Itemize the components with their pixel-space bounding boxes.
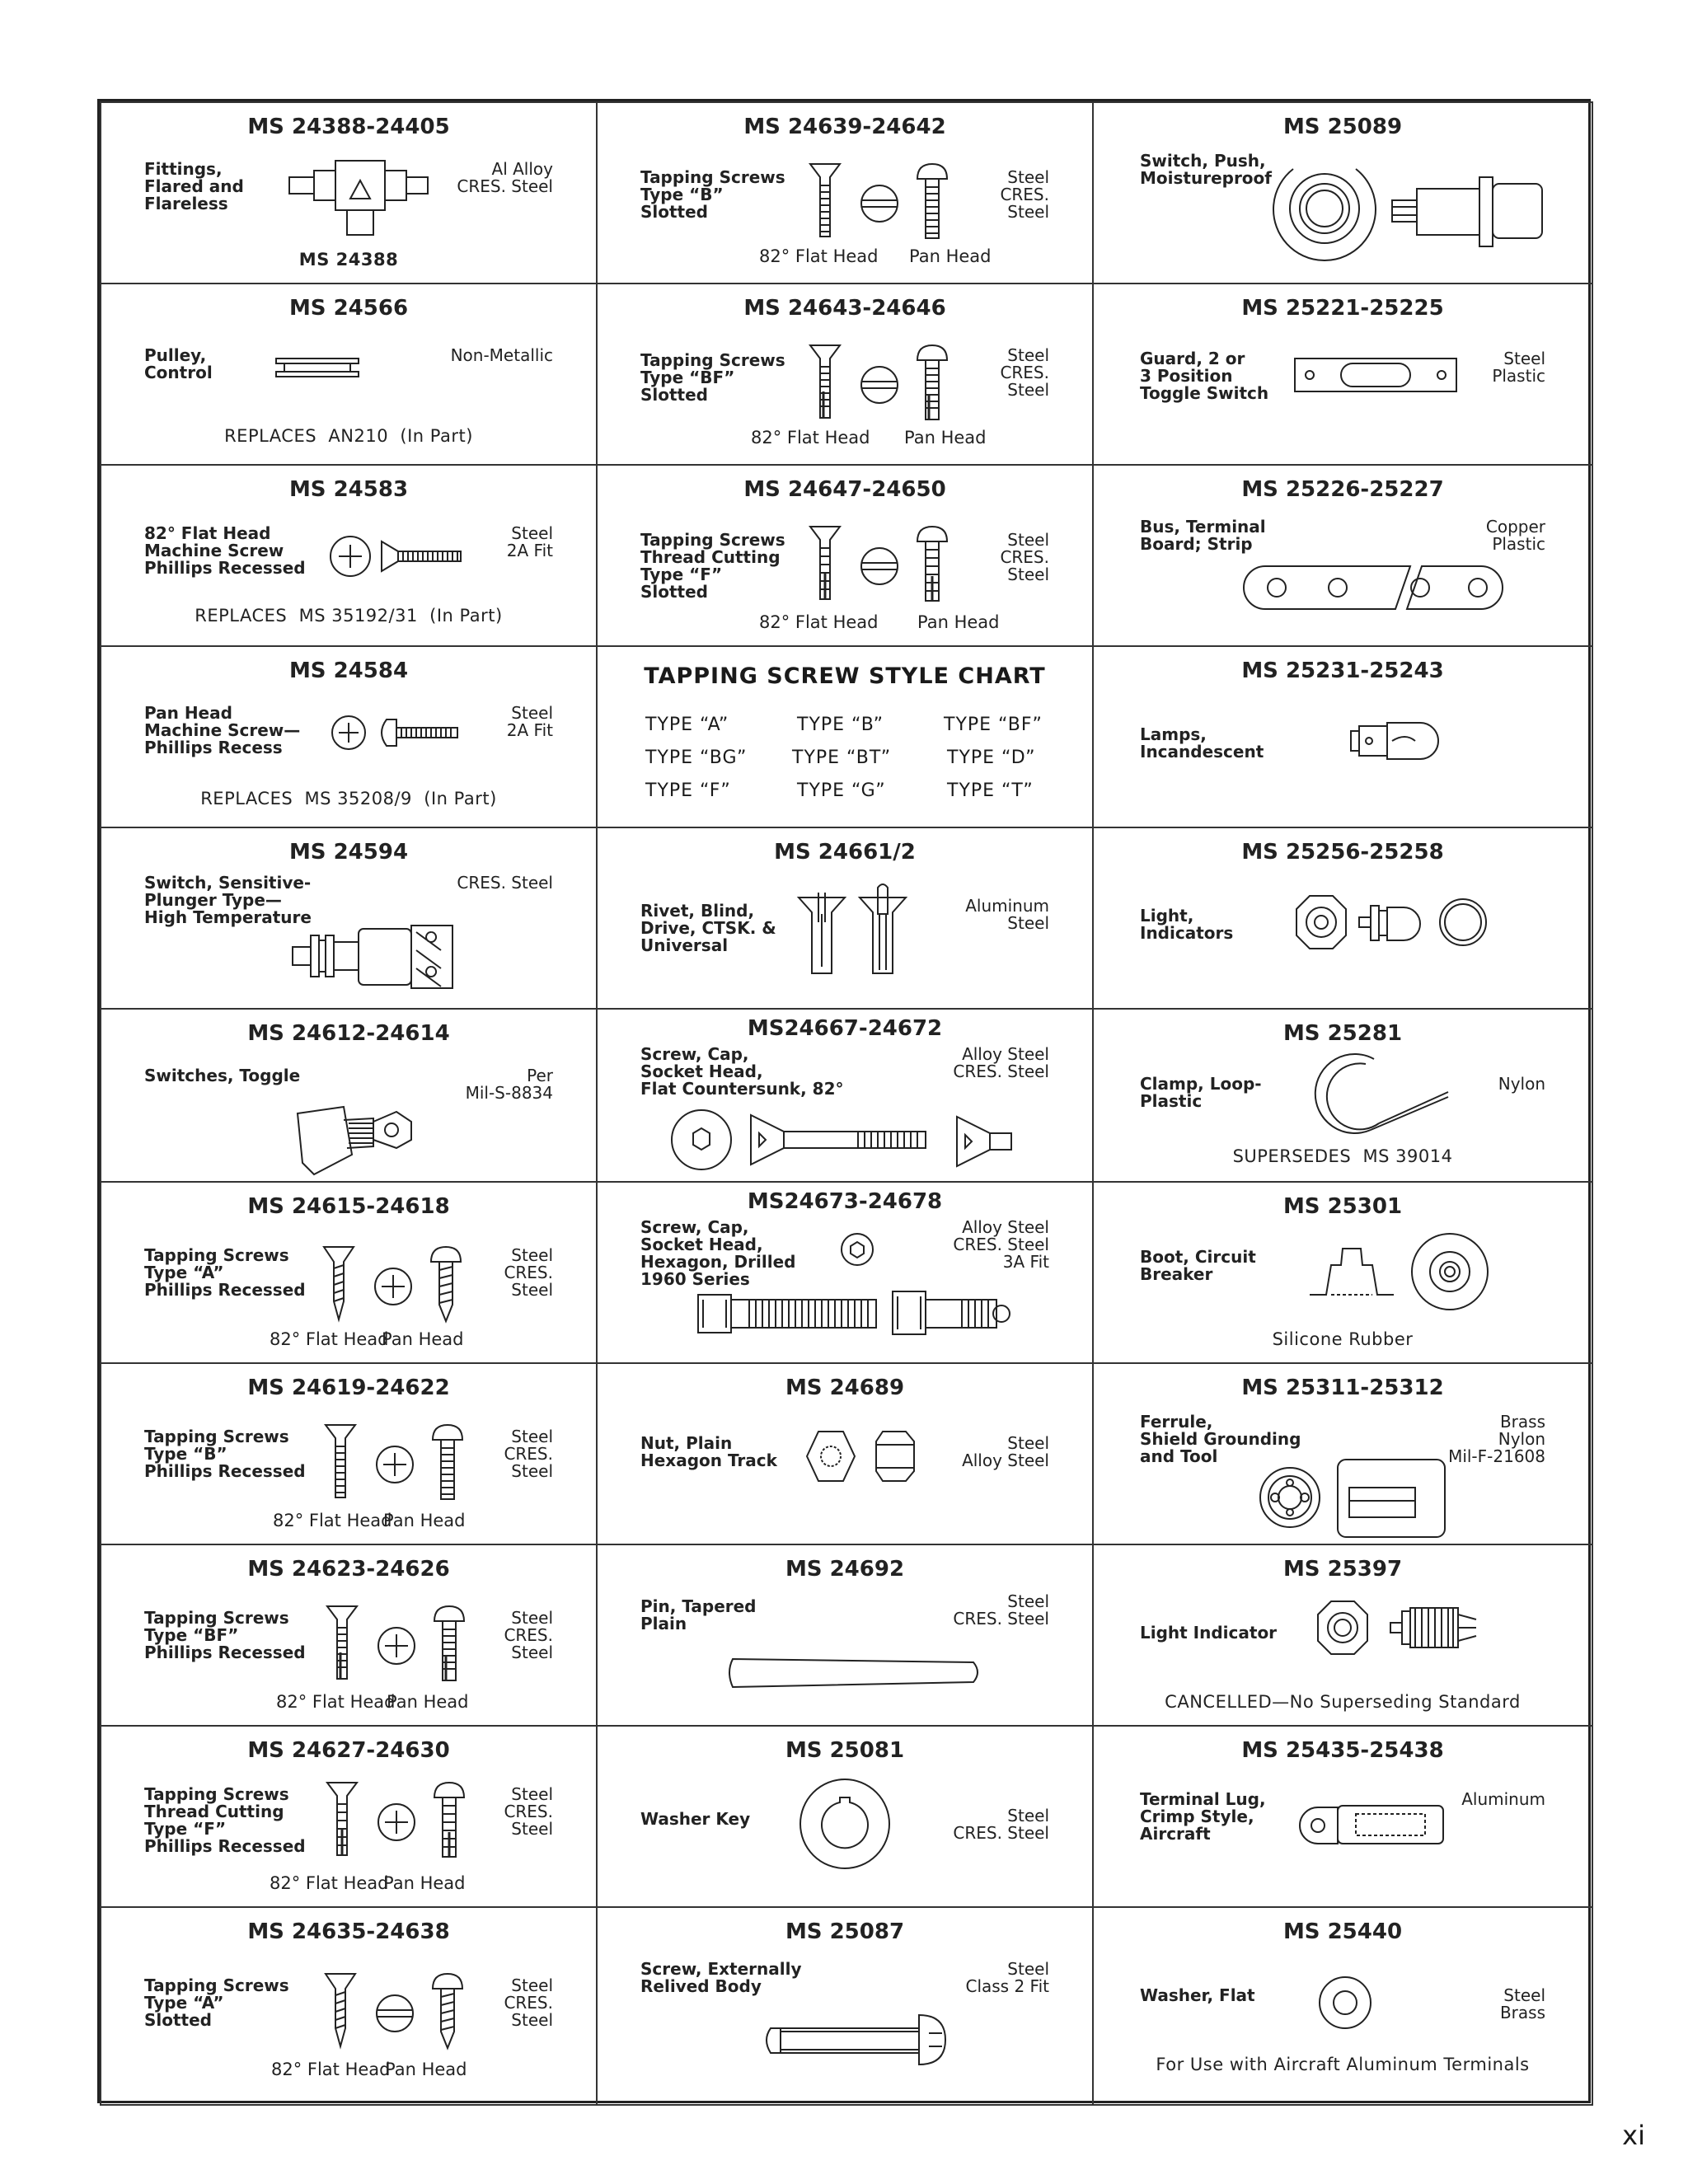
part-number: MS 25221-25225 [1241, 296, 1444, 321]
page-number: xi [1622, 2120, 1645, 2151]
pulley-figure [276, 354, 359, 382]
flat-head-label: 82° Flat Head [751, 428, 870, 448]
part-number: MS 24566 [288, 296, 409, 321]
part-number: MS 25081 [785, 1738, 905, 1763]
part-description: Clamp, Loop- Plastic [1140, 1074, 1262, 1111]
plunger-switch-figure [293, 917, 457, 993]
flat-head-label: 82° Flat Head [270, 1329, 389, 1349]
cell-ms24639 [596, 101, 1094, 284]
caption: REPLACES MS 35192/31 (In Part) [195, 606, 503, 626]
type-bf-slotted-figure [810, 342, 975, 424]
part-description: Screw, Cap, Socket Head, Hexagon, Drilled 1960 Series [640, 1217, 796, 1289]
part-number: MS 24689 [785, 1376, 905, 1400]
part-description: Light, Indicators [1140, 906, 1234, 943]
pan-head-label: Pan Head [383, 1511, 466, 1530]
hex-socket-head-figure [840, 1232, 874, 1267]
part-description: Tapping Screws Thread Cutting Type “F” Slotted [640, 530, 785, 602]
pan-head-label: Pan Head [385, 2060, 467, 2079]
cell-ms25256 [1092, 827, 1593, 1010]
part-number: MS 24615-24618 [247, 1194, 450, 1219]
pan-head-label: Pan Head [917, 612, 1000, 632]
part-material: Alloy Steel CRES. Steel 3A Fit [953, 1217, 1049, 1272]
part-number: MS 24612-24614 [247, 1021, 450, 1046]
cell-ms24692 [596, 1544, 1094, 1727]
part-number: MS24673-24678 [747, 1189, 943, 1214]
part-material: Steel Plastic [1492, 349, 1545, 386]
part-material: Steel CRES. Steel [953, 1591, 1049, 1629]
tapping-screw-style-chart [596, 645, 1094, 828]
part-number: MS 25089 [1282, 115, 1403, 139]
part-description: Pan Head Machine Screw— Phillips Recess [144, 703, 301, 757]
part-number: MS 24639-24642 [743, 115, 946, 139]
caption: CANCELLED—No Superseding Standard [1165, 1692, 1521, 1712]
chart-title: TAPPING SCREW STYLE CHART [644, 663, 1046, 689]
part-number: MS 25256-25258 [1241, 840, 1444, 865]
terminal-lug-figure [1293, 1797, 1450, 1852]
part-material: Steel 2A Fit [506, 703, 553, 740]
part-number: MS 24692 [785, 1557, 905, 1582]
hex-nut-figure [804, 1423, 919, 1489]
pan-screw-figure [331, 710, 471, 756]
caption: SUPERSEDES MS 39014 [1232, 1146, 1453, 1166]
part-description: Tapping Screws Type “BF” Phillips Recessed [144, 1608, 306, 1662]
type-label: TYPE “BF” [944, 715, 1043, 735]
cell-ms24623 [100, 1544, 598, 1727]
cell-ms24594 [100, 827, 598, 1010]
part-material: Steel CRES. Steel [504, 1427, 553, 1481]
part-number: MS 24627-24630 [247, 1738, 450, 1763]
part-material: Steel 2A Fit [506, 523, 553, 560]
cell-ms25281 [1092, 1008, 1593, 1183]
type-bf-phillips-figure [327, 1603, 492, 1685]
loop-clamp-figure [1308, 1056, 1456, 1138]
type-label: TYPE “F” [645, 780, 731, 801]
cell-ms24615 [100, 1181, 598, 1364]
part-description: Light Indicator [1140, 1623, 1278, 1643]
pan-head-label: Pan Head [382, 1329, 464, 1349]
type-label: TYPE “A” [645, 715, 729, 735]
type-label: TYPE “BG” [645, 748, 748, 768]
part-description: Ferrule, Shield Grounding and Tool [1140, 1412, 1301, 1466]
flat-head-label: 82° Flat Head [759, 612, 879, 632]
part-material: Aluminum [1461, 1789, 1545, 1809]
caption: MS 24388 [298, 250, 399, 269]
part-description: Lamps, Incandescent [1140, 724, 1264, 762]
pan-head-label: Pan Head [904, 428, 987, 448]
caption: For Use with Aircraft Aluminum Terminals [1156, 2055, 1530, 2074]
part-description: Tapping Screws Type “A” Phillips Recessed [144, 1245, 306, 1300]
part-description: 82° Flat Head Machine Screw Phillips Recessed [144, 523, 306, 578]
type-label: TYPE “D” [947, 748, 1036, 768]
type-a-phillips-figure [324, 1244, 489, 1323]
type-label: TYPE “B” [797, 715, 884, 735]
type-label: TYPE “BT” [792, 748, 892, 768]
part-description: Boot, Circuit Breaker [1140, 1247, 1256, 1284]
part-number: MS 24583 [288, 477, 409, 502]
cell-ms24619 [100, 1362, 598, 1545]
part-description: Pulley, Control [144, 345, 213, 382]
indicator-light-figure [1290, 889, 1504, 955]
part-material: Steel Alloy Steel [962, 1433, 1049, 1470]
part-material: Steel Brass [1499, 1985, 1545, 2022]
part-number: MS 25087 [785, 1919, 905, 1944]
hex-cap-screw-figure [698, 1285, 1020, 1343]
cell-ms25226 [1092, 464, 1593, 647]
part-material: Brass Nylon Mil-F-21608 [1448, 1412, 1545, 1466]
part-number: MS 25435-25438 [1241, 1738, 1444, 1763]
cell-ms24566 [100, 283, 598, 466]
part-number: MS 24623-24626 [247, 1557, 450, 1582]
part-material: Steel CRES. Steel [1000, 345, 1049, 400]
part-description: Pin, Tapered Plain [640, 1596, 757, 1633]
part-description: Screw, Externally Relived Body [640, 1959, 802, 1996]
part-material: Al Alloy CRES. Steel [457, 159, 553, 196]
toggle-switch-figure [294, 1089, 418, 1179]
lamp-figure [1351, 715, 1442, 767]
cell-ms25435 [1092, 1725, 1593, 1908]
part-number: MS 24635-24638 [247, 1919, 450, 1944]
part-description: Tapping Screws Type “A” Slotted [144, 1975, 289, 2030]
part-number: MS 25226-25227 [1241, 477, 1444, 502]
part-number: MS 24619-24622 [247, 1376, 450, 1400]
fitting-figure [289, 156, 429, 238]
flat-head-label: 82° Flat Head [270, 1873, 389, 1893]
cell-ms24643 [596, 283, 1094, 466]
part-description: Rivet, Blind, Drive, CTSK. & Universal [640, 901, 776, 955]
part-description: Washer Key [640, 1809, 751, 1829]
part-material: Per Mil-S-8834 [465, 1066, 553, 1103]
cell-ms24661 [596, 827, 1094, 1010]
part-material: Nylon [1498, 1074, 1545, 1094]
part-description: Fittings, Flared and Flareless [144, 159, 244, 213]
part-number: MS 25440 [1282, 1919, 1403, 1944]
caption: REPLACES AN210 (In Part) [224, 426, 473, 446]
cell-ms24583 [100, 464, 598, 647]
pan-head-label: Pan Head [909, 246, 992, 266]
part-number: MS 24388-24405 [247, 115, 450, 139]
part-description: Bus, Terminal Board; Strip [1140, 517, 1266, 554]
part-material: Steel CRES. Steel [1000, 530, 1049, 584]
part-description: Switch, Sensitive- Plunger Type— High Temperature [144, 873, 312, 927]
cell-ms25397 [1092, 1544, 1593, 1727]
bus-strip-figure [1247, 561, 1503, 616]
cell-ms24612 [100, 1008, 598, 1183]
flat-head-label: 82° Flat Head [273, 1511, 392, 1530]
part-number: MS 24643-24646 [743, 296, 946, 321]
part-number: MS 25397 [1282, 1557, 1403, 1582]
part-description: Terminal Lug, Crimp Style, Aircraft [1140, 1789, 1266, 1844]
pan-head-label: Pan Head [383, 1873, 466, 1893]
cell-ms24627 [100, 1725, 598, 1908]
part-material: Alloy Steel CRES. Steel [953, 1044, 1049, 1081]
part-number: MS 25301 [1282, 1194, 1403, 1219]
tapered-pin-figure [726, 1652, 990, 1694]
pan-head-label: Pan Head [387, 1692, 469, 1712]
cell-ms24584 [100, 645, 598, 828]
cell-ms25301 [1092, 1181, 1593, 1364]
part-material: Steel CRES. Steel [504, 1975, 553, 2030]
type-f-phillips-figure [327, 1779, 492, 1862]
countersunk-cap-screw-figure [668, 1107, 1031, 1173]
part-description: Tapping Screws Type “BF” Slotted [640, 350, 785, 405]
part-material: Steel Class 2 Fit [965, 1959, 1049, 1996]
light-indicator-figure [1311, 1595, 1526, 1661]
part-description: Tapping Screws Thread Cutting Type “F” Phillips Recessed [144, 1784, 306, 1856]
part-number: MS 24594 [288, 840, 409, 865]
key-washer-figure [797, 1776, 893, 1872]
cell-ms24388 [100, 101, 598, 284]
part-description: Nut, Plain Hexagon Track [640, 1433, 777, 1470]
cell-ms25440 [1092, 1906, 1593, 2106]
ferrule-tool-figure [1255, 1455, 1453, 1540]
part-number: MS 25231-25243 [1241, 658, 1444, 683]
part-number: MS 24647-24650 [743, 477, 946, 502]
cell-ms24635 [100, 1906, 598, 2106]
type-label: TYPE “T” [947, 780, 1034, 801]
part-number: MS24667-24672 [747, 1016, 943, 1041]
cell-ms24647 [596, 464, 1094, 647]
part-description: Guard, 2 or 3 Position Toggle Switch [1140, 349, 1269, 403]
cell-ms24673 [596, 1181, 1094, 1364]
part-description: Switches, Toggle [144, 1066, 301, 1085]
push-switch-figure [1277, 156, 1549, 263]
cell-ms25089 [1092, 101, 1593, 284]
part-description: Screw, Cap, Socket Head, Flat Countersunk, 82° [640, 1044, 844, 1099]
cell-ms24689 [596, 1362, 1094, 1545]
relieved-screw-figure [759, 2007, 957, 2073]
caption: REPLACES MS 35208/9 (In Part) [200, 789, 497, 808]
part-description: Tapping Screws Type “B” Slotted [640, 167, 785, 222]
flat-head-label: 82° Flat Head [276, 1692, 396, 1712]
part-material: Copper Plastic [1485, 517, 1545, 554]
part-material: Steel CRES. Steel [1000, 167, 1049, 222]
part-number: MS 24584 [288, 658, 409, 683]
part-description: Tapping Screws Type “B” Phillips Recessed [144, 1427, 306, 1481]
cell-ms25221 [1092, 283, 1593, 466]
cell-ms25087 [596, 1906, 1094, 2106]
part-material: CRES. Steel [457, 873, 553, 893]
toggle-guard-figure [1293, 355, 1458, 396]
part-material: Steel CRES. Steel [504, 1608, 553, 1662]
flat-head-label: 82° Flat Head [271, 2060, 391, 2079]
type-b-slotted-figure [810, 161, 975, 243]
type-a-slotted-figure [326, 1971, 490, 2053]
parts-table [97, 99, 1591, 2103]
type-b-phillips-figure [326, 1422, 490, 1504]
cell-ms24667 [596, 1008, 1094, 1183]
type-label: TYPE “G” [797, 780, 886, 801]
breaker-boot-figure [1310, 1229, 1491, 1311]
cell-ms25081 [596, 1725, 1094, 1908]
part-number: MS 25281 [1282, 1021, 1403, 1046]
part-material: Non-Metallic [450, 345, 553, 365]
flat-washer-figure [1316, 1974, 1374, 2032]
phillips-screw-figure [329, 533, 469, 579]
part-number: MS 25311-25312 [1241, 1376, 1444, 1400]
part-material: Steel CRES. Steel [504, 1784, 553, 1839]
cell-ms25231 [1092, 645, 1593, 828]
caption: Silicone Rubber [1272, 1329, 1414, 1349]
part-material: Aluminum Steel [965, 896, 1049, 933]
part-description: Washer, Flat [1140, 1985, 1255, 2005]
part-material: Steel CRES. Steel [504, 1245, 553, 1300]
part-description: Switch, Push, Moistureproof [1140, 151, 1272, 188]
part-number: MS 24661/2 [774, 840, 916, 865]
blind-rivet-figure [799, 881, 922, 980]
part-material: Steel CRES. Steel [953, 1806, 1049, 1843]
flat-head-label: 82° Flat Head [759, 246, 879, 266]
cell-ms25311 [1092, 1362, 1593, 1545]
type-f-slotted-figure [810, 523, 975, 606]
